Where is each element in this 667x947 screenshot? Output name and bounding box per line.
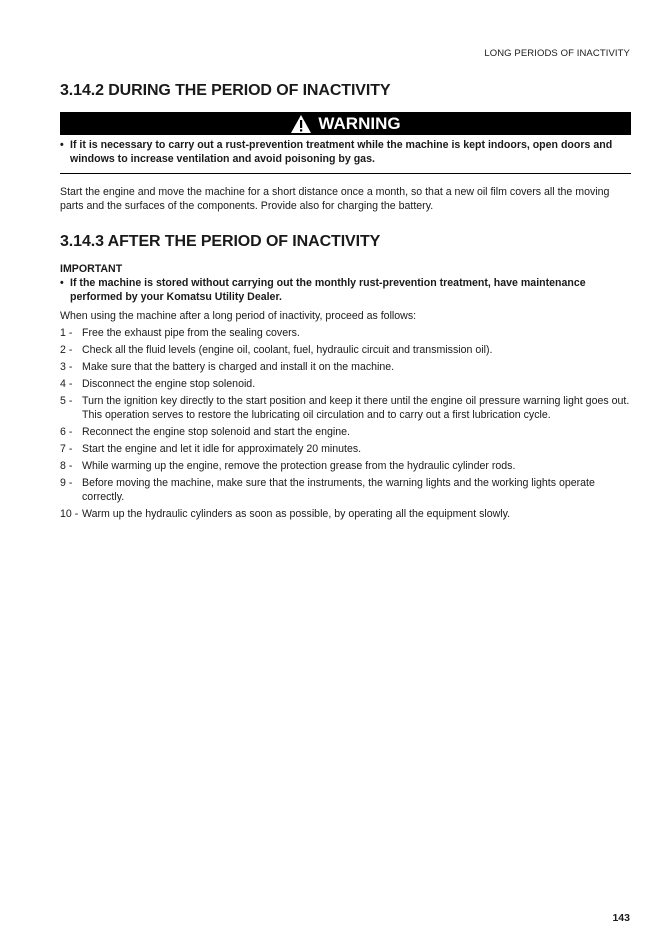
step-main-text: Before moving the machine, make sure that the instruments, the warning lights and the working lights operate correctly. [82, 477, 595, 503]
running-header: LONG PERIODS OF INACTIVITY [484, 48, 630, 59]
step-number: 1 - [60, 327, 73, 339]
step-text [82, 378, 631, 392]
list-item [60, 361, 631, 375]
important-bullet [60, 276, 631, 304]
important-label: IMPORTANT [60, 263, 123, 275]
step-number: 9 - [60, 477, 73, 490]
list-item [60, 443, 631, 457]
step-main-text: Turn the ignition key directly to the start position and keep it there until the engine oil pressure warning light goes out. [82, 395, 630, 408]
list-item [60, 395, 631, 422]
important-text: If the machine is stored without carrying out the monthly rust-prevention treatment, have maintenance performed by your Komatsu Utility Dealer. [70, 277, 586, 303]
list-item [60, 327, 631, 341]
steps-list [60, 327, 631, 521]
step-main-text: Disconnect the engine stop solenoid. [82, 378, 256, 391]
step-main-text: Make sure that the battery is charged and install it on the machine. [82, 361, 395, 374]
step-number: 6 - [60, 425, 73, 438]
warning-text: If it is necessary to carry out a rust-prevention treatment while the machine is kept indoors, open doors and windows to increase ventilation and avoid poisoning by gas. [70, 139, 613, 165]
step-text [82, 344, 631, 358]
step-text [82, 508, 631, 522]
list-item [60, 477, 631, 504]
step-note: This operation serves to restore the lubricating oil circulation and to carry out a first lubrication cycle. [82, 408, 551, 421]
warning-divider [60, 173, 631, 174]
section-title: 3.14.3 AFTER THE PERIOD OF INACTIVITY [60, 233, 381, 250]
step-number: 10 - [60, 507, 79, 520]
step-text [82, 426, 631, 440]
step-number: 5 - [60, 395, 73, 408]
step-text [82, 460, 631, 474]
page-number: 143 [612, 912, 630, 924]
section-during-inactivity [60, 82, 631, 213]
step-number: 2 - [60, 344, 73, 357]
warning-label: WARNING [318, 113, 401, 133]
warning-triangle-icon [290, 114, 312, 134]
step-main-text: Warm up the hydraulic cylinders as soon as possible, by operating all the equipment slowly. [82, 507, 511, 520]
step-number: 4 - [60, 378, 73, 391]
step-number: 3 - [60, 361, 73, 374]
step-main-text: While warming up the engine, remove the protection grease from the hydraulic cylinder rods. [82, 460, 516, 473]
step-text [82, 443, 631, 457]
warning-bullet [60, 138, 631, 166]
section-title: 3.14.2 DURING THE PERIOD OF INACTIVITY [60, 82, 391, 99]
step-number: 8 - [60, 460, 73, 473]
step-main-text: Reconnect the engine stop solenoid and start the engine. [82, 425, 350, 438]
step-main-text: Free the exhaust pipe from the sealing covers. [82, 327, 300, 339]
step-text [82, 395, 631, 422]
step-text [82, 327, 631, 341]
intro-paragraph: When using the machine after a long period of inactivity, proceed as follows: [60, 310, 417, 322]
body-paragraph: Start the engine and move the machine for a short distance once a month, so that a new oil film covers all the moving parts and the surfaces of the components. Provide also for charging the battery. [60, 186, 610, 212]
list-item [60, 344, 631, 358]
step-text [82, 361, 631, 375]
step-main-text: Check all the fluid levels (engine oil, coolant, fuel, hydraulic circuit and transmission oil). [82, 344, 493, 357]
list-item [60, 508, 631, 522]
list-item [60, 426, 631, 440]
list-item [60, 378, 631, 392]
step-number: 7 - [60, 443, 73, 456]
list-item [60, 460, 631, 474]
section-after-inactivity [60, 233, 631, 525]
step-main-text: Start the engine and let it idle for approximately 20 minutes. [82, 443, 362, 456]
bullet-icon: • [60, 277, 64, 289]
step-text [82, 477, 631, 504]
bullet-icon: • [60, 139, 64, 151]
warning-banner [60, 112, 631, 135]
